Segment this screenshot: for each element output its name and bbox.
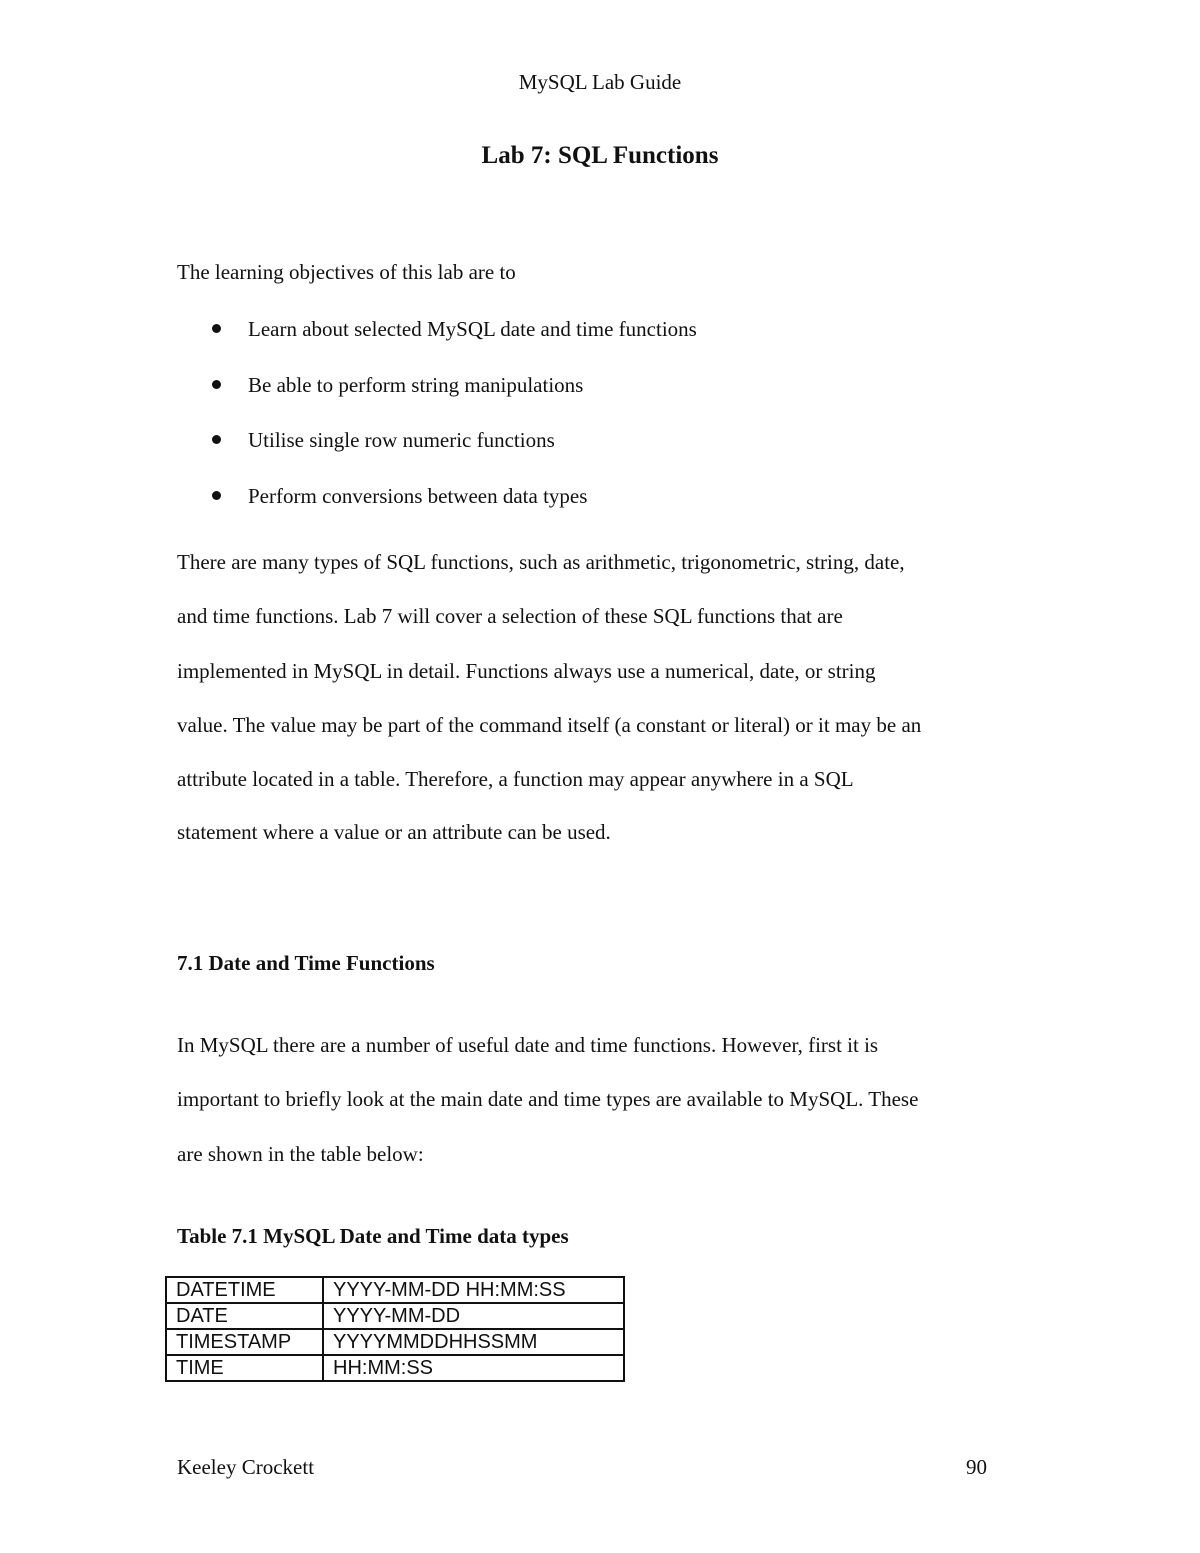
objective-item <box>177 481 877 511</box>
running-header: MySQL Lab Guide <box>518 70 682 94</box>
table-row <box>166 1303 624 1329</box>
paragraph-line: attribute located in a table. Therefore, a function may appear anywhere in a SQL <box>177 767 854 791</box>
page-title: Lab 7: SQL Functions <box>481 142 719 169</box>
type-name-cell: DATE <box>166 1303 323 1329</box>
type-format-cell: YYYY-MM-DD HH:MM:SS <box>323 1277 624 1303</box>
paragraph-line: value. The value may be part of the command itself (a constant or literal) or it may be an <box>177 713 922 737</box>
table-row <box>166 1277 624 1303</box>
type-format-cell: YYYY-MM-DD <box>323 1303 624 1329</box>
type-name-cell: TIME <box>166 1355 323 1381</box>
objective-text: Utilise single row numeric functions <box>248 428 555 452</box>
type-format-cell: YYYYMMDDHHSSMM <box>323 1329 624 1355</box>
date-time-types-table <box>165 1276 625 1382</box>
paragraph-line: important to briefly look at the main date and time types are available to MySQL. These <box>177 1087 919 1111</box>
paragraph-line: There are many types of SQL functions, such as arithmetic, trigonometric, string, date, <box>177 550 905 574</box>
objective-item <box>177 370 877 400</box>
bullet-icon <box>212 491 221 500</box>
bullet-icon <box>212 380 221 389</box>
objective-item <box>177 425 877 455</box>
table-row <box>166 1355 624 1381</box>
paragraph-line: and time functions. Lab 7 will cover a selection of these SQL functions that are <box>177 604 843 628</box>
paragraph-line: implemented in MySQL in detail. Functions always use a numerical, date, or string <box>177 659 876 683</box>
objective-item <box>177 314 877 344</box>
paragraph-line: are shown in the table below: <box>177 1142 424 1166</box>
objective-text: Learn about selected MySQL date and time functions <box>248 317 697 341</box>
objectives-intro: The learning objectives of this lab are to <box>177 260 516 284</box>
objective-text: Perform conversions between data types <box>248 484 588 508</box>
type-name-cell: TIMESTAMP <box>166 1329 323 1355</box>
bullet-icon <box>212 435 221 444</box>
objective-text: Be able to perform string manipulations <box>248 373 584 397</box>
bullet-icon <box>212 324 221 333</box>
table-caption: Table 7.1 MySQL Date and Time data types <box>177 1224 569 1248</box>
section-heading: 7.1 Date and Time Functions <box>177 951 435 975</box>
type-name-cell: DATETIME <box>166 1277 323 1303</box>
page-number: 90 <box>966 1455 987 1479</box>
table-row <box>166 1329 624 1355</box>
type-format-cell: HH:MM:SS <box>323 1355 624 1381</box>
paragraph-line: In MySQL there are a number of useful date and time functions. However, first it is <box>177 1033 879 1057</box>
paragraph-line: statement where a value or an attribute can be used. <box>177 820 611 844</box>
footer-author: Keeley Crockett <box>177 1455 315 1479</box>
